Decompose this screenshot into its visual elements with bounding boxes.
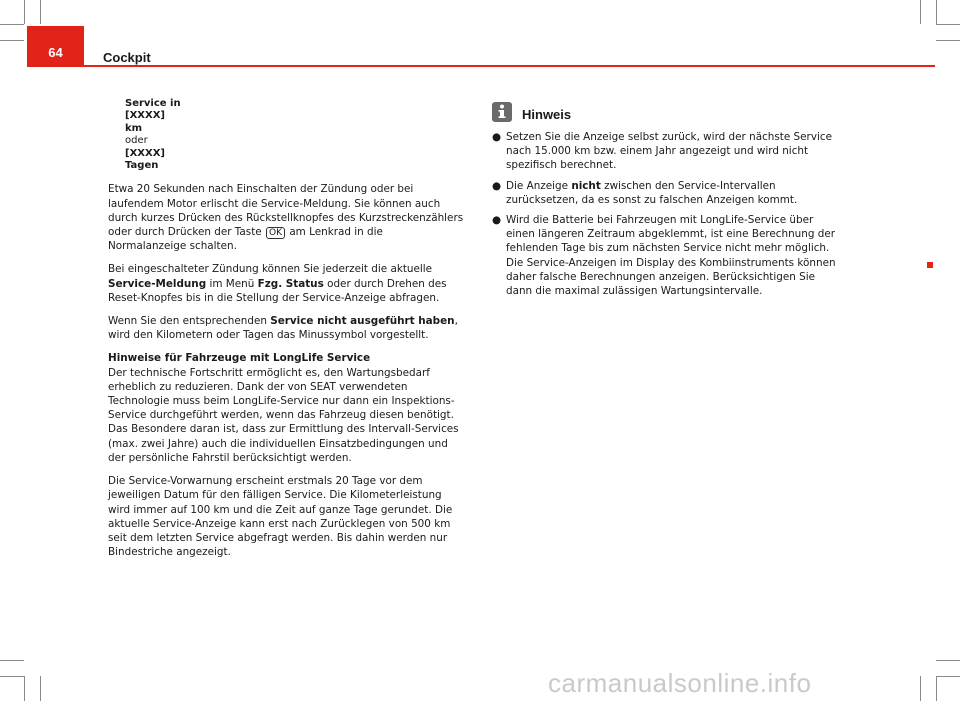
crop-mark — [24, 676, 25, 701]
crop-mark — [936, 660, 960, 661]
bullet-icon: ● — [492, 179, 502, 192]
paragraph: Die Service-Vorwarnung erscheint erstmals 20 Tage vor dem jeweiligen Datum für den fälligen Service. Die Kilometerleistung wird immer auf 100 km und die Zeit auf ganze Tage gerundet. Die aktuelle Service-Anzeige kann erst nach Zurücklegen von 500 km seit dem letzten Service abgefragt werden. Bis dahin werden nur Bindestriche angezeigt. — [108, 475, 453, 559]
list-item: ● Wird die Batterie bei Fahrzeugen mit LongLife-Service über einen längeren Zeitraum abgeklemmt, ist eine Berechnung der fehlenden Tage bis zum nächsten Service nicht mehr möglich. Die Service-Anzeigen im Display des Kombiinstruments können daher falsche Berechnungen anzeigen. Berücksichtigen Sie dann die maximal zulässigen Wartungsintervalle. — [492, 214, 836, 298]
header-divider — [27, 65, 935, 67]
paragraph: Der technische Fortschritt ermöglicht es, den Wartungsbedarf erheblich zu reduzieren. Dank der von SEAT verwendeten Technologie muss beim LongLife-Service nur dann ein Inspektions-Service durchgeführt werden, wenn das Fahrzeug diesen benötigt. Das Besondere daran ist, dass zur Ermittlung des Intervall-Services (max. zwei Jahre) auch die individuellen Einsatzbedingungen und der persönliche Fahrstil berücksichtigt werden. — [108, 366, 459, 464]
paragraph: Wenn Sie den entsprechenden Service nicht ausgeführt haben, wird den Kilometern oder Tagen das Minussymbol vorgestellt. — [108, 315, 458, 342]
crop-mark — [920, 676, 921, 701]
section-end-marker — [927, 262, 933, 268]
note-box — [492, 100, 838, 304]
note-header — [492, 100, 838, 124]
display-line: Tagen — [125, 160, 159, 172]
note-title: Hinweis — [522, 106, 572, 122]
crop-mark — [0, 676, 24, 677]
display-line: Service in — [125, 98, 181, 109]
display-line: oder — [125, 135, 148, 147]
bullet-icon: ● — [492, 214, 502, 227]
ok-key-symbol: OK — [266, 227, 285, 239]
crop-mark — [936, 676, 937, 701]
display-line: km — [125, 122, 143, 134]
page-header — [0, 0, 960, 70]
info-icon — [492, 102, 512, 122]
display-message — [125, 98, 464, 172]
crop-mark — [0, 660, 24, 661]
section-title: Cockpit — [103, 50, 151, 65]
display-line: [XXXX] — [125, 110, 165, 122]
left-column — [108, 98, 464, 568]
list-item: ● Die Anzeige nicht zwischen den Service-Intervallen zurücksetzen, da es sonst zu falschen Anzeigen kommt. — [492, 179, 798, 206]
page-number: 64 — [48, 45, 63, 60]
list-item: ● Setzen Sie die Anzeige selbst zurück, wird der nächste Service nach 15.000 km bzw. einem Jahr angezeigt und wird nicht spezifisch berechnet. — [492, 131, 832, 172]
paragraph: Bei eingeschalteter Zündung können Sie jederzeit die aktuelle Service-Meldung im Menü Fzg. Status oder durch Drehen des Reset-Knopfes bis in die Stellung der Service-Anzeige abfragen. — [108, 263, 447, 304]
subheading: Hinweise für Fahrzeuge mit LongLife Service — [108, 352, 371, 365]
bullet-icon: ● — [492, 131, 502, 143]
crop-mark — [936, 676, 960, 677]
crop-mark — [40, 676, 41, 701]
paragraph: Etwa 20 Sekunden nach Einschalten der Zündung oder bei laufendem Motor erlischt die Service-Meldung. Sie können auch durch kurzes Drücken des Rückstellknopfes des Kurzstreckenzählers oder durch Drücken der Taste OK am Lenkrad in die Normalanzeige schalten. — [108, 183, 464, 253]
page-number-badge — [27, 26, 84, 66]
display-line: [XXXX] — [125, 147, 165, 159]
watermark: carmanualsonline.info — [548, 668, 812, 698]
